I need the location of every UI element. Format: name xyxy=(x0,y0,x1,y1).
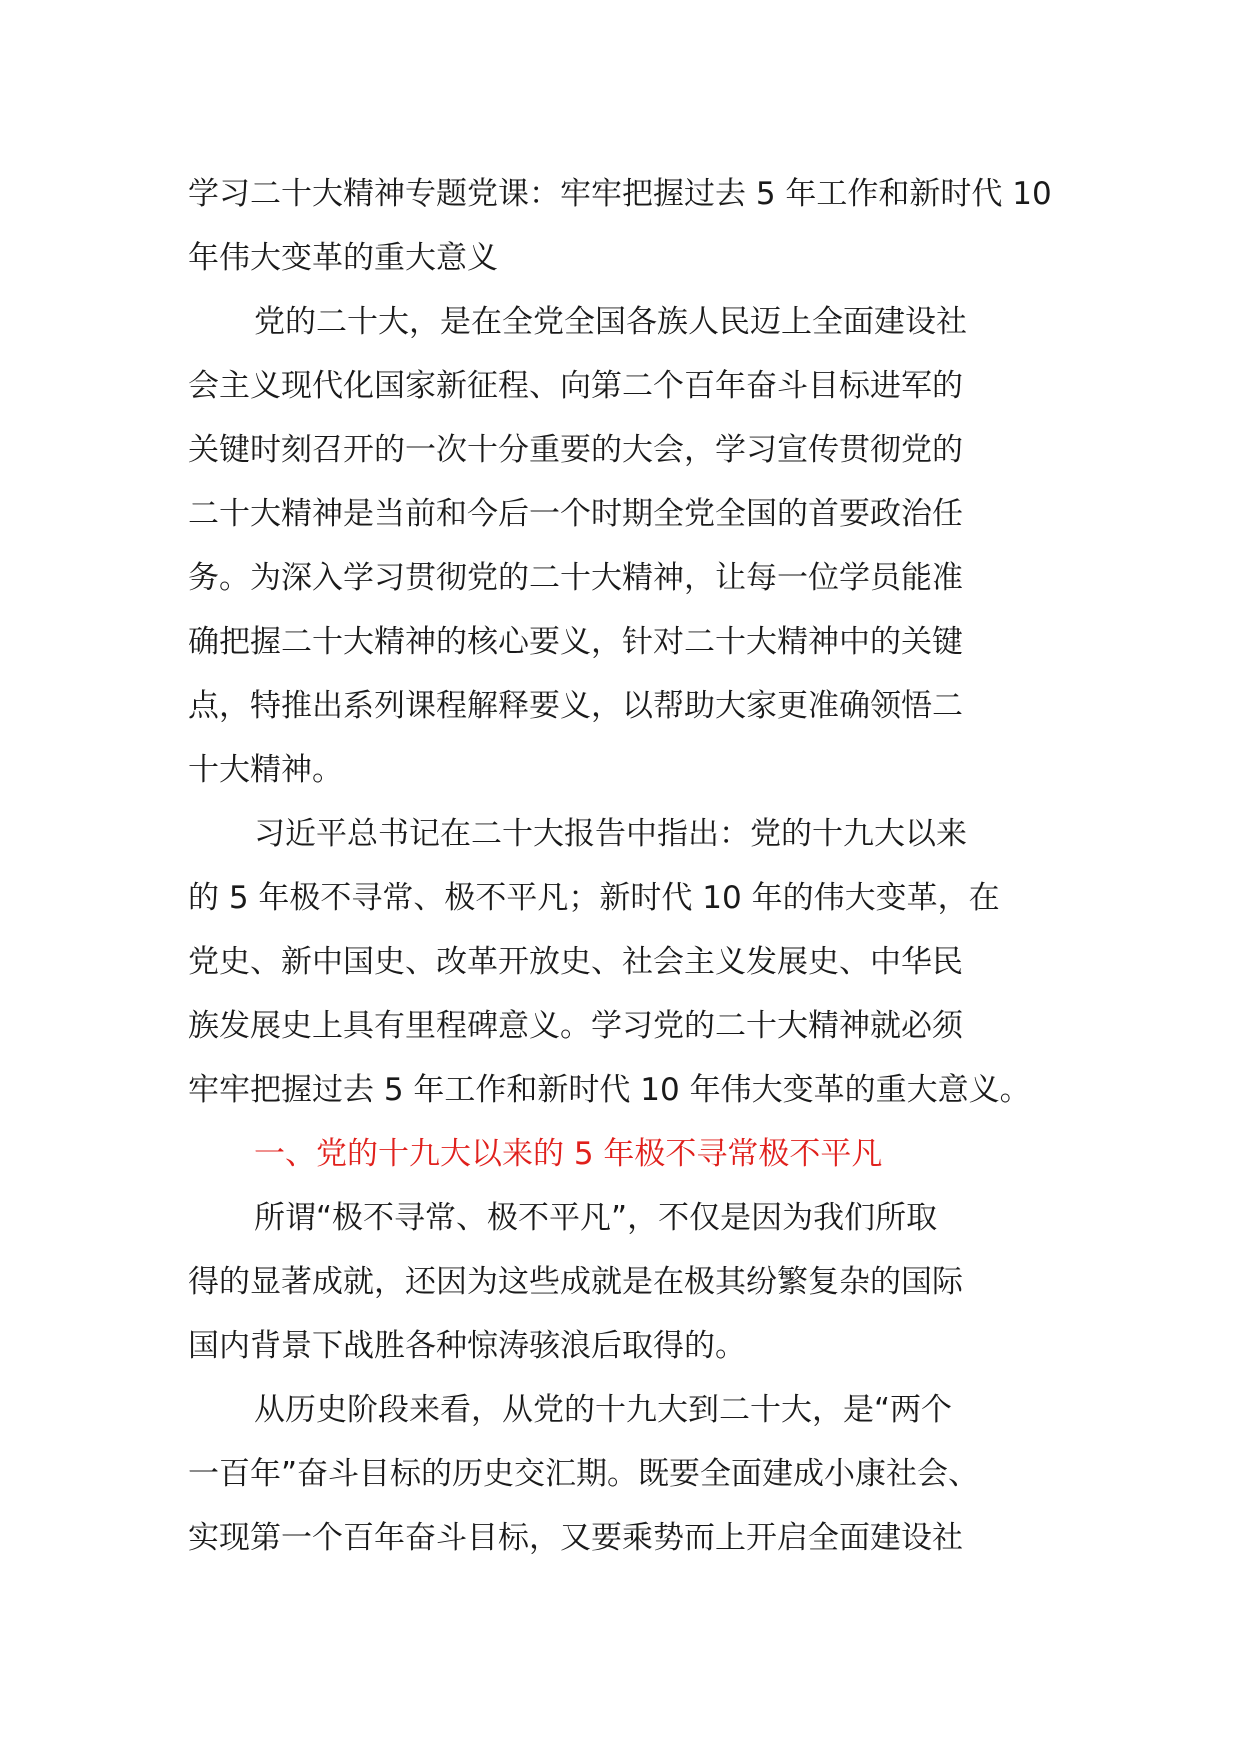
paragraph-line: 国内背景下战胜各种惊涛骇浪后取得的。 xyxy=(188,1328,746,1364)
paragraph-line: 会主义现代化国家新征程、向第二个百年奋斗目标进军的 xyxy=(188,368,963,404)
paragraph-line: 十大精神。 xyxy=(188,752,343,788)
paragraph-line: 得的显著成就，还因为这些成就是在极其纷繁复杂的国际 xyxy=(188,1264,963,1300)
paragraph-line: 确把握二十大精神的核心要义，针对二十大精神中的关键 xyxy=(188,624,963,660)
paragraph-line: 务。为深入学习贯彻党的二十大精神，让每一位学员能准 xyxy=(188,560,963,596)
paragraph-line: 从历史阶段来看，从党的十九大到二十大，是“两个 xyxy=(254,1392,953,1428)
paragraph-line: 二十大精神是当前和今后一个时期全党全国的首要政治任 xyxy=(188,496,963,532)
paragraph-line: 习近平总书记在二十大报告中指出：党的十九大以来 xyxy=(254,816,967,852)
title-line: 年伟大变革的重大意义 xyxy=(188,240,498,276)
title-line: 学习二十大精神专题党课：牢牢把握过去 5 年工作和新时代 10 xyxy=(188,176,1052,212)
paragraph-line: 所谓“极不寻常、极不平凡”，不仅是因为我们所取 xyxy=(254,1200,938,1236)
paragraph-historical-stage xyxy=(188,1378,1060,1570)
paragraph-line: 牢牢把握过去 5 年工作和新时代 10 年伟大变革的重大意义。 xyxy=(188,1072,1031,1108)
paragraph-line: 实现第一个百年奋斗目标，又要乘势而上开启全面建设社 xyxy=(188,1520,963,1556)
paragraph-line: 党史、新中国史、改革开放史、社会主义发展史、中华民 xyxy=(188,944,963,980)
paragraph-line: 一百年”奋斗目标的历史交汇期。既要全面建成小康社会、 xyxy=(188,1456,980,1492)
paragraph-intro xyxy=(188,290,1060,802)
paragraph-report-quote xyxy=(188,802,1060,1122)
paragraph-line: 点，特推出系列课程解释要义，以帮助大家更准确领悟二 xyxy=(188,688,963,724)
document-title xyxy=(188,162,1060,290)
paragraph-extraordinary xyxy=(188,1186,1060,1378)
section-heading: 一、党的十九大以来的 5 年极不寻常极不平凡 xyxy=(254,1136,883,1172)
paragraph-line: 党的二十大，是在全党全国各族人民迈上全面建设社 xyxy=(254,304,967,340)
paragraph-line: 的 5 年极不寻常、极不平凡；新时代 10 年的伟大变革，在 xyxy=(188,880,1000,916)
document-page xyxy=(188,162,1060,1570)
paragraph-line: 族发展史上具有里程碑意义。学习党的二十大精神就必须 xyxy=(188,1008,963,1044)
paragraph-line: 关键时刻召开的一次十分重要的大会，学习宣传贯彻党的 xyxy=(188,432,963,468)
